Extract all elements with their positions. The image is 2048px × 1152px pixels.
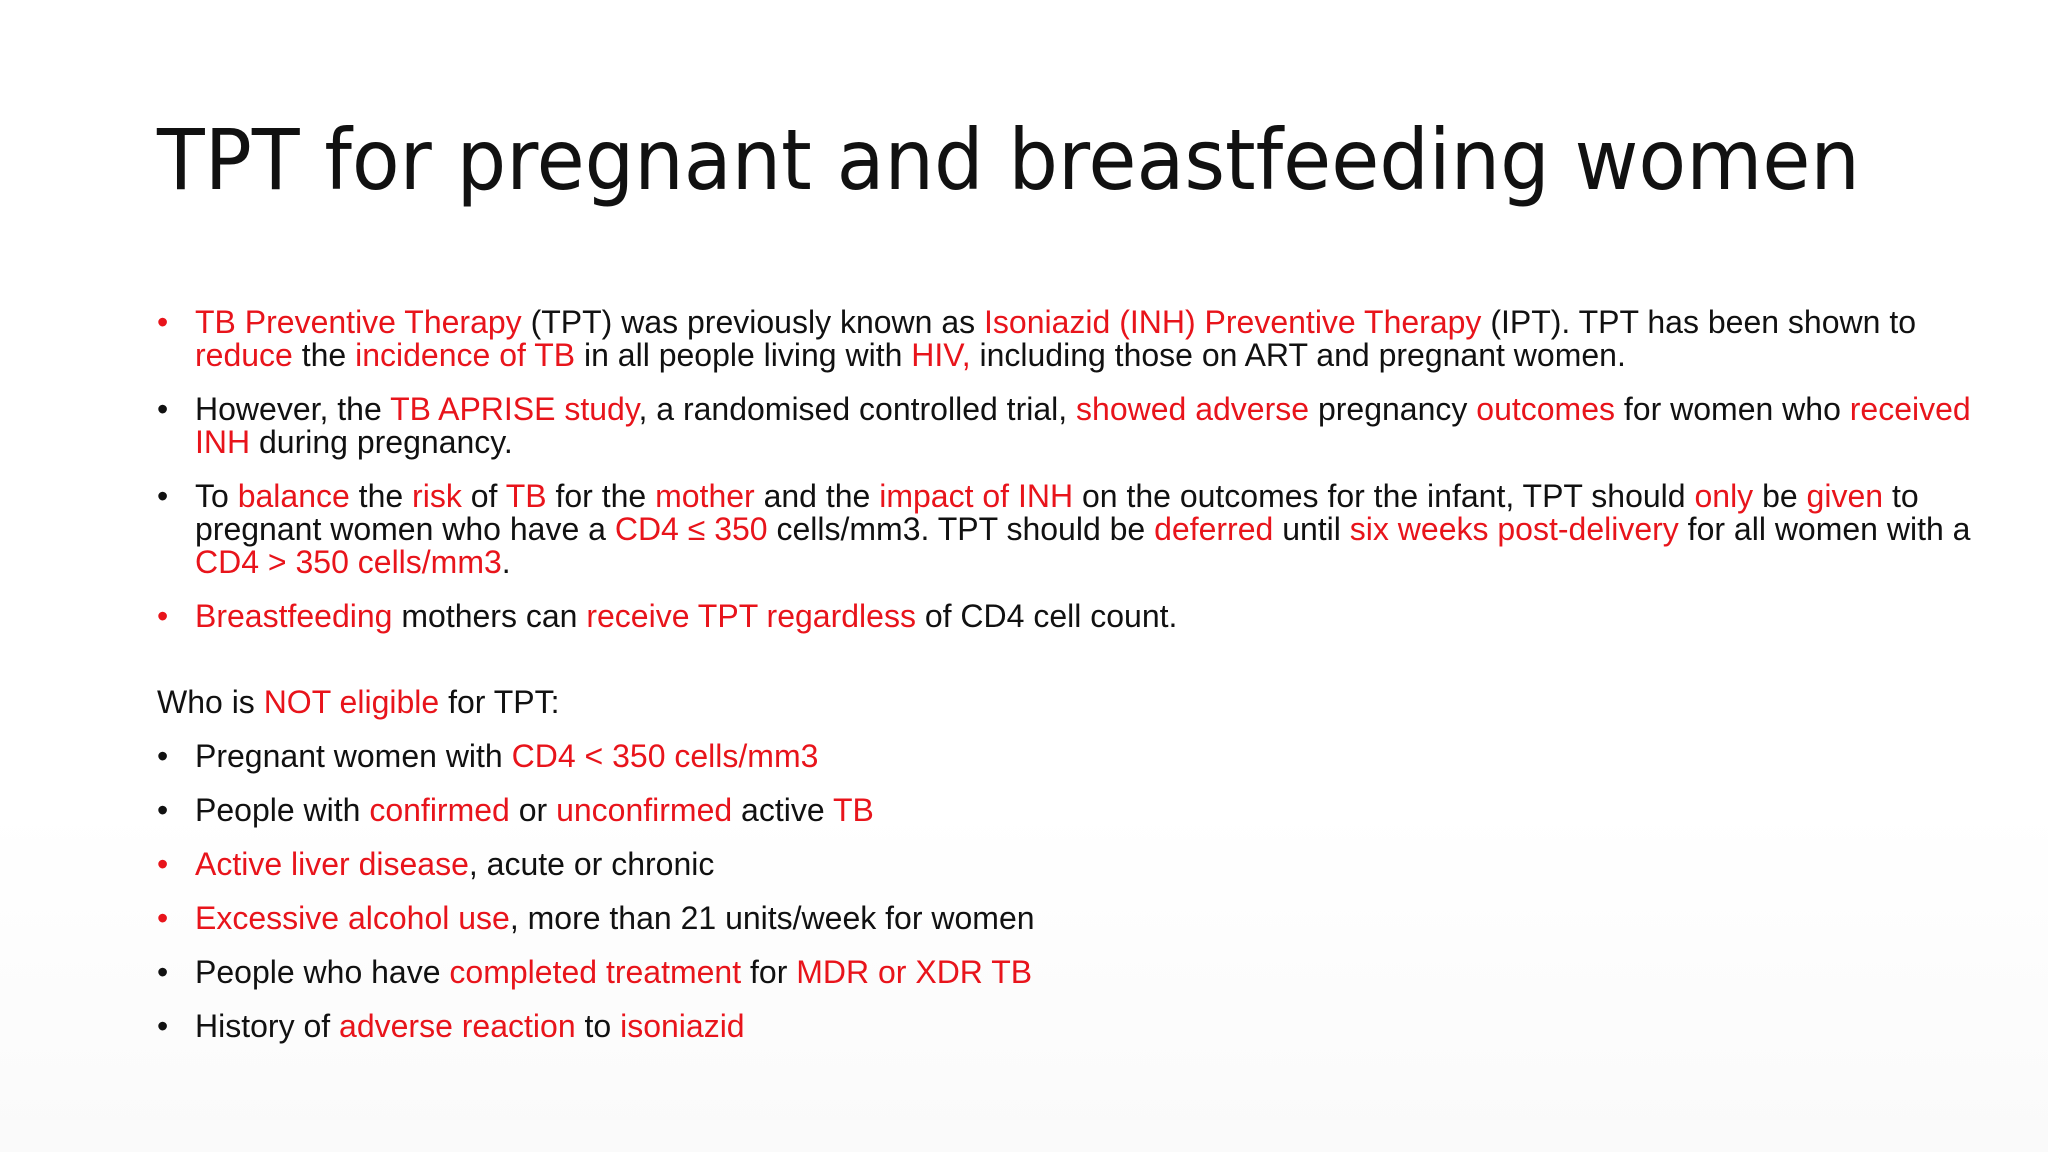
- text-segment: pregnancy: [1309, 391, 1477, 427]
- bullet-dot-icon: •: [157, 792, 169, 828]
- slide-title: TPT for pregnant and breastfeeding women: [157, 111, 1860, 209]
- text-segment: of: [461, 478, 506, 514]
- text-segment: to pregnant women who have a: [195, 478, 1919, 547]
- text-segment: CD4 > 350 cells/mm3: [195, 544, 502, 580]
- bullet-text: [195, 391, 1971, 460]
- bullet-text: [195, 846, 714, 882]
- text-segment: on the outcomes for the infant, TPT should: [1073, 478, 1695, 514]
- bullet-dot-icon: •: [157, 738, 169, 774]
- text-segment: be: [1753, 478, 1807, 514]
- text-segment: six weeks post-delivery: [1349, 511, 1679, 547]
- bullet-text: [195, 598, 1177, 634]
- text-segment: People who have: [195, 954, 450, 990]
- text-segment: given: [1806, 478, 1884, 514]
- bullet-text: [195, 900, 1035, 936]
- bullet-item-1: [157, 306, 1977, 372]
- text-segment: Who is: [157, 684, 264, 720]
- text-segment: outcomes: [1476, 391, 1615, 427]
- bullet-text: [195, 478, 1970, 580]
- text-segment: or: [509, 792, 557, 828]
- text-segment: during pregnancy.: [250, 424, 513, 460]
- bullet-text: [195, 954, 1032, 990]
- text-segment: unconfirmed: [556, 792, 733, 828]
- text-segment: HIV,: [911, 337, 971, 373]
- not-eligible-item-5: [157, 956, 1977, 989]
- bullet-list-top: [157, 306, 1977, 633]
- text-segment: until: [1273, 511, 1350, 547]
- text-segment: mother: [655, 478, 755, 514]
- text-segment: MDR or XDR TB: [796, 954, 1033, 990]
- bullet-dot-icon: •: [157, 391, 169, 427]
- text-segment: Pregnant women with: [195, 738, 512, 774]
- text-segment: isoniazid: [620, 1008, 745, 1044]
- not-eligible-item-1: [157, 740, 1977, 773]
- text-segment: received INH: [195, 391, 1971, 460]
- text-segment: However, the: [195, 391, 391, 427]
- text-segment: impact of INH: [879, 478, 1074, 514]
- bullet-dot-icon: •: [157, 304, 169, 340]
- text-segment: TB: [505, 478, 547, 514]
- bullet-text: [195, 1008, 745, 1044]
- bullet-item-3: [157, 480, 1977, 579]
- text-segment: (IPT). TPT has been shown to: [1481, 304, 1916, 340]
- text-segment: History of: [195, 1008, 340, 1044]
- bullet-text: [195, 304, 1916, 373]
- text-segment: only: [1694, 478, 1754, 514]
- text-segment: Active liver disease: [195, 846, 469, 882]
- text-segment: active: [732, 792, 833, 828]
- text-segment: , a randomised controlled trial,: [638, 391, 1077, 427]
- not-eligible-item-3: [157, 848, 1977, 881]
- text-segment: Isoniazid (INH) Preventive Therapy: [984, 304, 1482, 340]
- text-segment: (TPT) was previously known as: [521, 304, 985, 340]
- text-segment: and the: [754, 478, 880, 514]
- bullet-dot-icon: •: [157, 478, 169, 514]
- text-segment: mothers can: [392, 598, 587, 634]
- text-segment: TB APRISE study: [390, 391, 639, 427]
- text-segment: TB: [832, 792, 874, 828]
- text-segment: in all people living with: [575, 337, 912, 373]
- text-segment: showed adverse: [1076, 391, 1310, 427]
- text-segment: for the: [546, 478, 656, 514]
- not-eligible-heading: [157, 686, 1977, 719]
- not-eligible-item-2: [157, 794, 1977, 827]
- text-segment: balance: [237, 478, 350, 514]
- text-segment: including those on ART and pregnant women.: [970, 337, 1626, 373]
- text-segment: , acute or chronic: [468, 846, 715, 882]
- text-segment: Breastfeeding: [195, 598, 393, 634]
- text-segment: CD4 < 350 cells/mm3: [511, 738, 819, 774]
- text-segment: receive TPT regardless: [586, 598, 916, 634]
- not-eligible-item-6: [157, 1010, 1977, 1043]
- text-segment: for women who: [1615, 391, 1850, 427]
- text-segment: deferred: [1154, 511, 1274, 547]
- text-segment: CD4 ≤ 350: [614, 511, 768, 547]
- text-segment: for TPT:: [439, 684, 560, 720]
- text-segment: To: [195, 478, 238, 514]
- text-segment: of CD4 cell count.: [915, 598, 1178, 634]
- text-segment: People with: [195, 792, 370, 828]
- text-segment: TB Preventive Therapy: [195, 304, 522, 340]
- text-segment: for all women with a: [1678, 511, 1971, 547]
- bullet-dot-icon: •: [157, 598, 169, 634]
- bullet-item-4: [157, 600, 1977, 633]
- text-segment: to: [575, 1008, 621, 1044]
- text-segment: the: [292, 337, 356, 373]
- not-eligible-item-4: [157, 902, 1977, 935]
- text-segment: completed treatment: [449, 954, 742, 990]
- slide-body: [157, 306, 1977, 1064]
- bullet-text: [195, 738, 818, 774]
- bullet-text: [195, 792, 874, 828]
- bullet-dot-icon: •: [157, 954, 169, 990]
- text-segment: .: [501, 544, 511, 580]
- bullet-item-2: [157, 393, 1977, 459]
- bullet-dot-icon: •: [157, 900, 169, 936]
- text-segment: confirmed: [369, 792, 510, 828]
- bullet-list-not-eligible: [157, 740, 1977, 1043]
- text-segment: Excessive alcohol use: [195, 900, 510, 936]
- text-segment: adverse reaction: [339, 1008, 576, 1044]
- text-segment: NOT eligible: [263, 684, 440, 720]
- bullet-dot-icon: •: [157, 846, 169, 882]
- text-segment: for: [741, 954, 797, 990]
- text-segment: cells/mm3. TPT should be: [767, 511, 1155, 547]
- text-segment: risk: [412, 478, 462, 514]
- text-segment: reduce: [195, 337, 293, 373]
- text-segment: , more than 21 units/week for women: [509, 900, 1035, 936]
- bullet-dot-icon: •: [157, 1008, 169, 1044]
- text-segment: the: [349, 478, 413, 514]
- text-segment: incidence of TB: [355, 337, 576, 373]
